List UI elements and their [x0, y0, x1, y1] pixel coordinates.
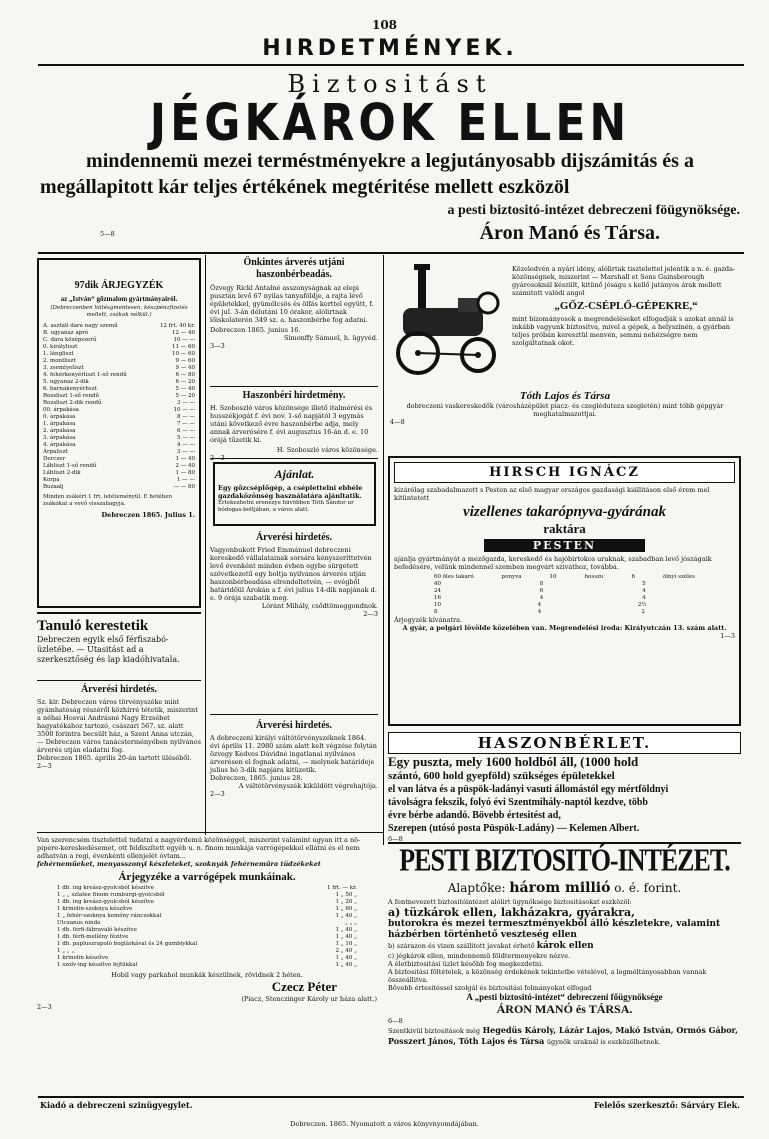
hirsch-size-row-cell: 4: [642, 595, 646, 601]
auction-1-body: Özvegy Rickl Antalné asszonyságnak az elepi pusztán levő 67 nyilas tanyaföldje, a rajta lévő épületekkel, gyümölcsös és ölfás kerttel együtt, f. évi jul. 3-án délutáni 10 órakor, alólirtnak lőiskolaterén 349 sz. a. haszonbérbe fog adatni.: [210, 284, 374, 324]
price-list-row-cell: 1. lángliszt: [43, 351, 74, 357]
hirsch-body: ajánlja gyártmányát a mezőgazda, kereskedő és hajóbirtokos uraknak, szabadban levő jószágaik befedésére, velünk mindennel szemben megvárt sziváthoz, továbbá.: [394, 555, 712, 571]
price-list-row: [43, 414, 195, 421]
lease-ad-line-6: Szerepen (utósó posta Püspök-Ladány) — Kelemen Albert.: [388, 823, 640, 834]
sewing-price-row-cell: 1 „ 20 „: [335, 899, 357, 905]
price-list-row: [43, 477, 195, 484]
hirsch-size-row-cell: 10: [549, 574, 557, 580]
price-list-row-cell: Lábliszt 1-ső rendű: [43, 463, 97, 469]
price-list-row-cell: Rozsliszt 2-dik rendű: [43, 400, 102, 406]
pesti-ad: [388, 843, 741, 1047]
price-list-row-cell: 5. ugyanaz 2-dik: [43, 379, 89, 385]
pesti-line-b: butorokra és mezei termesztményekből álló készletekre, valamint házbérben történhető veszteség ellen: [388, 919, 721, 940]
lease-notice-signature: H. Szoboszló város közönsége.: [276, 446, 378, 454]
price-list-row-cell: 5 — —: [177, 435, 195, 441]
hirsch-size-row-cell: 6: [539, 588, 544, 594]
lease-notice: [210, 390, 378, 462]
auction-1: [210, 257, 378, 350]
auction-1-divider: [210, 386, 378, 387]
lease-ad-line-5: évre bérbe adandó. Bövebb értesitést ad,: [388, 810, 561, 821]
sewing-price-row-cell: 1 „ 50 „: [335, 892, 357, 898]
auction-2-body: Vagyonbukott Fried Emmánuel debreczeni kereskedő vállalatainak sorsára kényszeríttetvén levő évenként minden évben egybe sürgetett szövetkezetű egy boltja nyilvános árverés utján haszonbérbeadása elrendeltetvén, — evégből határidőül Árokán a f. évi julius 14-dik napjának d. e. 9 órája szabatik meg.: [210, 546, 377, 602]
price-list-row-cell: 8 — —: [177, 414, 195, 420]
pesti-line-e: A életbiztositási üzlet később fog megkezdetni.: [388, 960, 544, 968]
pesti-line-f: A biztositási föltételek, a közönség érdekének tekintetbe vételével, a legméltányosabban vannak összeállitva.: [388, 968, 707, 984]
sewing-price-row-cell: 1 db. papluszrapoló boglárkával és 24 gumbiykkal: [57, 941, 198, 947]
price-list-row-cell: 2. montliszt: [43, 358, 76, 364]
price-list-row-cell: Korpa: [43, 477, 60, 483]
price-list-row-cell: 2 — 40: [175, 463, 195, 469]
page-title: HIRDETMÉNYEK.: [262, 36, 518, 61]
sewing-price-row-cell: „ „ „: [344, 920, 357, 926]
hirsch-size-table: [434, 574, 695, 616]
price-list-row-cell: 12 — 40: [172, 330, 195, 336]
insurance-divider: [38, 252, 744, 254]
pesti-agents-intro: Szentkivül biztositások még: [388, 1027, 481, 1035]
lease-ad-line-2: szántó, 600 hold gyepföld) szükséges épületekkel: [388, 770, 615, 782]
thresher-footer: [390, 390, 740, 426]
price-list-row-cell: Rozsliszt 1-ső rendű: [43, 393, 100, 399]
thresher-ad: [512, 265, 740, 347]
sewing-divider: [37, 832, 383, 833]
price-list-row-cell: 10 — 60: [172, 351, 195, 357]
auction-1-ref: 3—3: [210, 342, 225, 350]
ajanlat-contact: Értekezhetni erenezye hüvöbben Tóth Sándor ur bódogas-boltjában, a város alatt.: [218, 500, 354, 513]
price-list-row-cell: 10 — —: [173, 337, 195, 343]
price-list-row-cell: 0. árpakása: [43, 414, 76, 420]
insurance-line-4: megállapitott kár teljes értékének megtéritése mellett eszközöl: [40, 176, 570, 198]
sewing-ref: 2—3: [37, 1003, 52, 1011]
insurance-ref: 5—8: [100, 230, 115, 238]
sewing-note: Hobil vagy parkahol munkák készülnek, rövidnek 2 héten.: [111, 971, 303, 979]
sewing-price-row-cell: 1 „ 10 „: [335, 941, 357, 947]
insurance-headline: JÉGKÁROK ELLEN: [149, 94, 631, 153]
sewing-price-row-cell: 1 „ „ „: [57, 948, 75, 954]
pesti-agents-tail: ügynök uraknál is eszközölhetnek.: [546, 1038, 661, 1046]
pesti-agents: Hegedüs Károly, Lázár Lajos, Makó István, Ormós Gábor, Posszert János, Tóth Lajos és Társa: [388, 1025, 738, 1046]
hirsch-size-row: [434, 581, 695, 588]
price-list-row: [43, 386, 195, 393]
hirsch-size-row-cell: 60 öles takaró: [434, 574, 474, 580]
pesti-body-1: A fentnevezett biztositóintézet alólirt ügynöksége biztositásokat eszközöl:: [388, 898, 632, 906]
price-list-row: [43, 463, 195, 470]
price-list-row-cell: 5 — 20: [175, 393, 195, 399]
price-list-row-cell: B. ugyanaz apró: [43, 330, 89, 336]
sewing-price-row-cell: 1 „ 40 „: [335, 955, 357, 961]
lease-notice-divider: [210, 458, 378, 459]
price-list-row-cell: 0. királyliszt: [43, 344, 78, 350]
price-list-title: 97dik ÁRJEGYZÉK: [74, 280, 164, 291]
thresher-firm-sub: debreczeni vaskereskedők (városházépület piacz- és czegléduteza szegletén) mint tóbb gépgyár meghatalmazottjai.: [406, 402, 724, 418]
price-list-row: [43, 400, 195, 407]
price-list-row-cell: 1 — 40: [175, 456, 195, 462]
sewing-price-row: [57, 927, 357, 934]
price-list-row: [43, 372, 195, 379]
auction-1-date: Debreczen 1865. junius 16.: [210, 326, 301, 334]
sewing-price-row-cell: 1 „ 40 „: [335, 927, 357, 933]
price-list-row-cell: 6 — 80: [175, 372, 195, 378]
price-list-row-cell: 3 — —: [177, 449, 195, 455]
price-list-row-cell: 00. árpakása: [43, 407, 79, 413]
pesti-agency: A „pesti biztositó-intézet“ debreczeni főügynöksége: [466, 992, 663, 1002]
auction-4-ref: 2—3: [210, 790, 225, 798]
price-list-row: [43, 393, 195, 400]
price-list-row-cell: 9 — 40: [175, 365, 195, 371]
auction-4-date: Debreczen, 1865. junius 28.: [210, 774, 303, 782]
hirsch-size-row-cell: 6: [631, 574, 635, 580]
sewing-price-row: [57, 899, 357, 906]
price-list-row-cell: C. dara középszerű: [43, 337, 97, 343]
auction-2-divider: [210, 714, 378, 715]
price-list-row-cell: — — 80: [173, 484, 195, 490]
auction-2: [210, 532, 378, 618]
price-list-row-cell: A. asztali dara nagy szemű: [43, 323, 118, 329]
sewing-list-title: Árjegyzéke a varrógépek munkáinak.: [118, 871, 296, 883]
header-divider: [38, 64, 744, 66]
price-list-row: [43, 484, 195, 491]
auction-3: [37, 684, 201, 770]
price-list-row: [43, 358, 195, 365]
lease-notice-ref: 2—3: [210, 454, 225, 462]
hirsch-size-row-cell: 5: [642, 581, 646, 587]
auction-3-title: Árverési hirdetés.: [80, 684, 158, 695]
hirsch-size-row-cell: 2: [641, 609, 645, 615]
steam-engine-illustration: [388, 258, 508, 378]
lease-notice-title: Haszonbéri hirdetmény.: [242, 390, 346, 401]
hirsch-size-row-cell: ölnyi széles: [662, 574, 695, 580]
lease-ad-title: HASZONBÉRLET.: [388, 732, 741, 754]
sewing-signature: Czecz Péter: [271, 979, 337, 994]
thresher-firm: Tóth Lajos és Társa: [519, 390, 611, 402]
price-list-row-cell: 6 — 20: [175, 379, 195, 385]
lease-ad-line-4: távolságra fekszik, folyó évi Szentmihály-naptól kezdve, több: [388, 797, 648, 808]
price-list-row: [43, 407, 195, 414]
price-list-row: [43, 330, 195, 337]
sewing-price-row: [57, 934, 357, 941]
price-list-row-cell: Lábliszt 2-dik: [43, 470, 81, 476]
price-list-row: [43, 379, 195, 386]
sewing-price-row-cell: 1 frt. — kr.: [327, 885, 357, 891]
price-list-row: [43, 449, 195, 456]
price-list-row-cell: 4 — —: [177, 442, 195, 448]
sewing-price-row: [57, 962, 357, 969]
column-divider-1: [205, 255, 206, 835]
price-list-row-cell: 12 frt. 40 kr.: [160, 323, 195, 329]
auction-4-signature: A váltótörvényszék kiküldött végrehajtója.: [238, 782, 378, 790]
hirsch-size-row: [434, 602, 695, 609]
price-list-date: Debreczen 1865. Julius 1.: [101, 511, 195, 519]
price-list-row: [43, 351, 195, 358]
insurance-line-3: mindennemü mezei terméstményekre a legjutányosabb dijszámitás és a: [86, 150, 694, 172]
sewing-price-row-cell: 1 db. férfi-mellény fézitve: [57, 934, 129, 940]
insurance-line-5: a pesti biztositó-intézet debreczeni föügynöksége.: [447, 203, 740, 218]
hirsch-size-row-cell: 8: [539, 581, 544, 587]
price-list-row: [43, 456, 195, 463]
sewing-price-row-cell: 1 „ 40 „: [335, 934, 357, 940]
hirsch-size-row-cell: 2½: [637, 602, 647, 608]
price-list-row: [43, 442, 195, 449]
lease-notice-body: H. Szoboszló város közönsége illető italmérési és husszékjogát f. évi nov. 1-ső napjától 3 egymás utáni következő évre haszonbérbe adja, mely annak árverésére f. évi augusztus 16-án d. e. 10 órájá tűzetik ki.: [210, 404, 373, 444]
lease-ad-line-1: Egy puszta, mely 1600 holdból áll, (1000 hold: [388, 754, 639, 769]
price-list-row-cell: 1 — —: [177, 477, 195, 483]
price-list-row-cell: 7 — —: [177, 421, 195, 427]
hirsch-ref: 1—3: [720, 632, 735, 640]
auction-4-title: Árverési hirdetés.: [255, 720, 333, 731]
price-list-row: [43, 337, 195, 344]
price-list-row-cell: 6 — —: [177, 428, 195, 434]
sewing-price-row-cell: 1 szolv-ing készítve fejtükkal: [57, 962, 138, 968]
footer-publisher: Kiadó a debreczeni szinügyegylet.: [40, 1100, 193, 1110]
hirsch-title: vizellenes takarópnyva-gyárának: [463, 504, 666, 520]
pesti-title: PESTI BIZTOSITÓ-INTÉZET.: [399, 843, 730, 878]
pesti-line-g: Bővebb értesitéssel szolgál és biztositási folmányokat elfogad: [388, 984, 592, 992]
hirsch-size-row-cell: 40: [434, 581, 441, 587]
sewing-price-row-cell: 1 db. férfi-fábravaló készítve: [57, 927, 137, 933]
hirsch-size-row-cell: 4: [537, 602, 542, 608]
sewing-price-row-cell: Utczanus ninda: [57, 920, 101, 926]
auction-3-body: Sz. kir. Debreczen város törvényszéke mint gyámhatóság részéről közhírré tétetik, miszerint a néhai Hosvai Andrásné Nagy Erzsébet hagyatékához tartozó, császári 567. sz. alatt 3500 forintra becsült ház, a Szent Anna utczán, — Debreczen város tanácsterményében nyilvános árverés utján eladatni fog.: [37, 698, 201, 754]
sewing-price-row-cell: 1 „ „ szlatee finom rumburgi-gyolcsból: [57, 892, 165, 898]
auction-2-signature: Lóránt Mihály, csődtömeggondnok.: [261, 602, 378, 610]
hirsch-size-row-cell: 4: [642, 588, 646, 594]
sewing-highlight: fehérneműeket, menyasszonyi készleteket, szoknyák fehérneműra tüdzékeket: [37, 860, 321, 868]
price-list-row-cell: Árpaliszt: [43, 449, 68, 455]
sewing-price-row: [57, 955, 357, 962]
hirsch-size-row: [434, 609, 695, 616]
price-list-row-cell: 5 — 40: [175, 386, 195, 392]
pesti-line-c: b) szárazon és vizen szállitott javakat érhető: [388, 942, 537, 950]
hirsch-size-row-cell: 4: [539, 595, 544, 601]
price-list-row-cell: Buzaalj: [43, 484, 64, 490]
pesti-line-a: a) tüzkárok ellen, lakházakra, gyárakra,: [388, 906, 635, 919]
lease-ad-ref: 6—8: [388, 835, 403, 843]
price-list-row-cell: 2. árpakása: [43, 428, 76, 434]
price-list-row-cell: 1 — 80: [175, 470, 195, 476]
hirsch-name: HIRSCH IGNÁCZ: [394, 462, 735, 483]
price-list-row-cell: Derczer: [43, 456, 66, 462]
sewing-price-row-cell: 1 „ 60 „: [335, 906, 357, 912]
pesti-firm: ÁRON MANÓ és TÁRSA.: [496, 1002, 633, 1016]
auction-4-body: A debreczeni királyi váltótörvényszéknek 1864. évi április 11. 2980 szám alatt kelt végzése folytán özvegy Kedves Dávidné ingatlanai nyilvános árverésen el fognak adatni, — melynek határideje julius hó 3-dik napjára kitüzetik.: [210, 734, 377, 774]
price-list-row-cell: 3. zsemlyeliszt: [43, 365, 84, 371]
pesti-capital: három millió: [509, 880, 611, 896]
price-list-row-cell: 10 — —: [173, 407, 195, 413]
pesti-line-d: c) jégkárok ellen, mindennemü földtermenyekre nézve.: [388, 952, 571, 960]
hirsch-address: A gyár, a polgári lövölde közelében van. Megrendelési iroda: Királyutczán 13. szám alatt.: [402, 624, 727, 632]
auction-1-signature: Simonffy Sámuel, h. ügyvéd.: [284, 334, 378, 342]
price-list-row-cell: 3 — —: [177, 400, 195, 406]
hirsch-size-row-cell: 10: [434, 602, 441, 608]
price-list-row-cell: 3. árpakása: [43, 435, 76, 441]
sewing-price-row: [57, 913, 357, 920]
sewing-price-row: [57, 892, 357, 899]
price-list-row-cell: 4. árpakása: [43, 442, 76, 448]
apprentice-ad: [37, 618, 201, 665]
price-list-box: [37, 258, 201, 608]
thresher-intro: Közeledvén a nyári idény, alólirtak tisztelettel jelentik a n. é. gazda-közönségnek, miszerint — Marshall et Sons Gainsborough gyárosoknál készült, kitünő jóságu s kellő jutányos árak mellett számitott valódi angol: [512, 265, 736, 297]
hirsch-size-row-cell: 24: [434, 588, 441, 594]
sewing-price-row-cell: 1 krinolin készítve: [57, 955, 109, 961]
price-list-row-cell: 6. barnakenyérliszt: [43, 386, 97, 392]
lease-ad-line-3: el van látva és a püspök-ladányi vasuti állomástól egy mértföldnyi: [388, 784, 669, 795]
hirsch-size-row-cell: 4: [537, 609, 542, 615]
price-list-row-cell: 11 — 60: [172, 344, 195, 350]
sewing-price-row-cell: 1 „ 40 „: [335, 962, 357, 968]
sewing-price-row-cell: 1 „ 40 „: [335, 913, 357, 919]
hirsch-size-row-cell: hosszu: [584, 574, 604, 580]
auction-3-ref: 2—3: [37, 762, 52, 770]
price-list-row-cell: 4. fehérkenyérliszt 1-ső rendű: [43, 372, 127, 378]
price-list-row: [43, 428, 195, 435]
auction-3-date: Debreczen 1865. április 20-án tartott üléséből.: [37, 754, 192, 762]
sewing-intro: Van szerencsém tisztelettel tudatni a nagyérdemü közönséggel, miszerint valamint ugyan itt a nö-pipere-kereskedésemet, ott feldiszített egyéb u. n. finom munkája varrógépekkel ellátni és el nem adhatván a regi, évenkénti ellenjelét óvtam...: [37, 836, 361, 860]
apprentice-divider: [37, 680, 201, 681]
price-list-table: [43, 323, 195, 491]
pesti-capital-label: Alaptőke:: [447, 881, 506, 895]
sewing-price-row-cell: 1 db. ing kreász-gyolcsból készítve: [57, 885, 155, 891]
pesti-line-c2: károk ellen: [536, 941, 594, 951]
ajanlat-box: [213, 462, 376, 526]
hirsch-size-row: [434, 595, 695, 602]
pesti-capital-unit: o. é. forint.: [614, 881, 682, 895]
auction-2-title: Árverési hirdetés.: [255, 532, 333, 543]
column-divider-2: [383, 255, 384, 845]
sewing-price-row: [57, 885, 357, 892]
hirsch-size-row: [434, 574, 695, 581]
sewing-signature-sub: (Piacz, Stenczinger Károly ur háza alatt.): [241, 995, 377, 1003]
sewing-price-row-cell: 2 „ 40 „: [335, 948, 357, 954]
price-list-divider: [37, 612, 201, 614]
price-list-row: [43, 421, 195, 428]
ajanlat-title: Ajánlat.: [274, 467, 315, 481]
hirsch-box: [388, 456, 741, 726]
sewing-price-row: [57, 920, 357, 927]
insurance-line-6: Áron Manó és Társa.: [479, 222, 660, 244]
page-number: 108: [371, 18, 398, 32]
sewing-price-row: [57, 948, 357, 955]
price-list-subtitle: az „István“ gőzmalom gyártmányairól.: [60, 295, 178, 303]
sewing-price-table: [57, 885, 357, 969]
hirsch-size-row-cell: 8: [434, 609, 438, 615]
sewing-price-row: [57, 906, 357, 913]
sewing-ad: [37, 836, 377, 1011]
hirsch-city: PESTEN: [484, 539, 645, 552]
hirsch-intro: kizárólag szabadalmazott s Pesten az első magyar országos gazdasági kiállitáson első érem mel kitüntetett: [394, 486, 710, 502]
hirsch-size-row-cell: 16: [434, 595, 441, 601]
price-list-row: [43, 435, 195, 442]
auction-2-ref: 2—3: [363, 610, 378, 618]
price-list-note: (Debreczenben hütésgmentesen, készpénzfizetés mellett, zsákok nélkül.): [50, 305, 188, 318]
thresher-ref: 4—8: [390, 418, 405, 426]
apprentice-title: Tanuló kerestetik: [37, 618, 149, 634]
lease-ad: [388, 732, 741, 843]
apprentice-body: Debreczen egyik első férfiszabó-üzletébe. — Utasitást ad a szerkesztőség és lap kiadóhivatala.: [37, 635, 180, 664]
footer-imprint: Debreczen. 1865. Nyomatott a város könyvnyomdájában.: [290, 1120, 479, 1128]
footer-editor: Felelős szerkesztő: Sárváry Elek.: [593, 1100, 740, 1110]
sewing-price-row-cell: 1 krinolin-szoknya készítve: [57, 906, 133, 912]
footer-divider: [38, 1096, 744, 1098]
sewing-price-row-cell: 1 „ fehér-szoknya kemény ránczokkal: [57, 913, 162, 919]
auction-4: [210, 720, 378, 798]
auction-1-title: Önkintes árverés utjáni haszonbérbeadás.: [243, 257, 345, 280]
hirsch-subtitle: raktára: [543, 521, 586, 536]
price-list-row: [43, 365, 195, 372]
price-list-row: [43, 470, 195, 477]
hirsch-note: Árjegyzék kívánatra.: [394, 616, 463, 624]
thresher-body: mint bizományosok a megrendeléseket elfogadják s azokat annál is inkább vagyunk biztositva, mivel a gépek, a helyszinén, a gyárban teljes próbán keresztül menvén, semmi nehézségre nem szolgáltatnak okot.: [512, 315, 734, 347]
price-list-row: [43, 344, 195, 351]
hirsch-size-row: [434, 588, 695, 595]
hirsch-size-row-cell: ponyva: [501, 574, 522, 580]
thresher-title: „GŐZ-CSÉPLŐ-GÉPEKRE,“: [554, 300, 698, 312]
price-list-footnote: Minden zsákért 1 frt. letéteményül. E hetében zsákokat a vevő visszahagyja.: [43, 494, 172, 507]
price-list-row: [43, 323, 195, 330]
pesti-ref: 6—8: [388, 1017, 403, 1025]
price-list-row-cell: 9 — 60: [175, 358, 195, 364]
sewing-price-row-cell: 1 db. ing kreász-gyolcsból készítve: [57, 899, 155, 905]
price-list-row-cell: 1. árpakása: [43, 421, 76, 427]
sewing-price-row: [57, 941, 357, 948]
insurance-line-1: Biztositást: [287, 70, 493, 98]
ajanlat-body: Egy gőzcséplőgép, a cséplettelni ebbéle gazdaközönség használatára ajánltatik.: [218, 484, 363, 500]
